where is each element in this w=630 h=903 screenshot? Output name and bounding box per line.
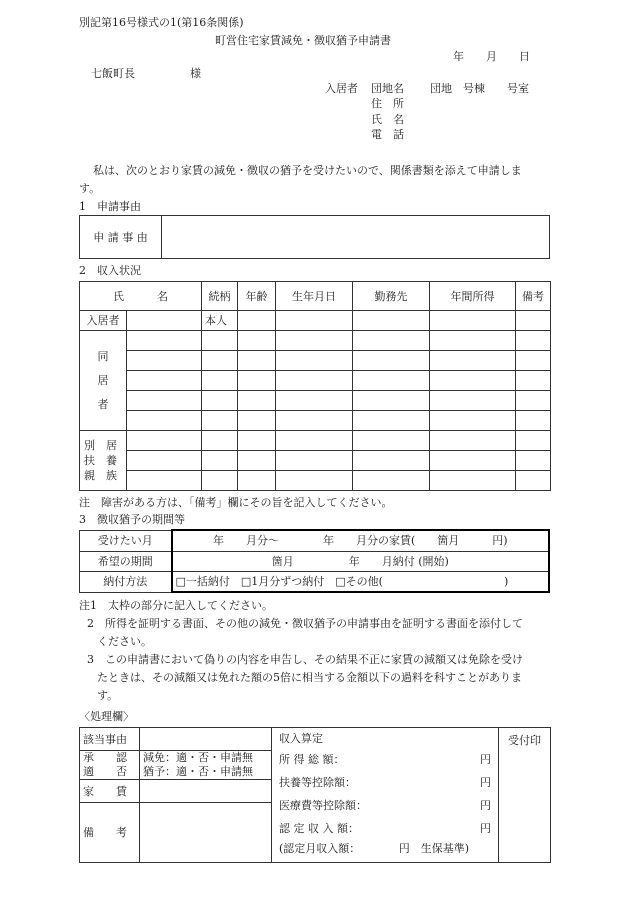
calc-unit: 円 — [480, 776, 491, 789]
cell[interactable] — [516, 351, 551, 371]
calc-label: 医療費等控除額： — [279, 799, 367, 812]
note-3b: たときは、その減額又は免れた額の5倍に相当する金額以下の過料を科すことがありま — [97, 671, 522, 684]
cell[interactable] — [276, 431, 353, 451]
table-row — [80, 451, 551, 471]
cell[interactable] — [276, 371, 353, 391]
label-payment-method: 納付方法 — [80, 571, 172, 592]
applicant-role-label: 入居者 — [325, 82, 358, 95]
input-payment-method[interactable]: □一括納付 □1月分ずつ納付 □その他( ) — [172, 571, 550, 592]
reason-input[interactable] — [162, 216, 550, 259]
date-line: 年 月 日 — [453, 50, 530, 63]
cohabitant-char: 同 — [97, 349, 109, 363]
col-employer: 勤務先 — [353, 282, 430, 311]
cell[interactable] — [238, 451, 276, 471]
cell-rent[interactable] — [140, 780, 272, 803]
cell[interactable] — [127, 371, 202, 391]
calc-label: 認 定 収 入 額： — [279, 822, 359, 835]
cell-relation-self: 本人 — [202, 311, 238, 331]
cell[interactable] — [127, 391, 202, 411]
processing-heading: 〈処理欄〉 — [79, 710, 134, 723]
cell[interactable] — [127, 431, 202, 451]
calc-standard: (認定月収入額： 円 生保基準) — [279, 842, 470, 855]
cell-employer[interactable] — [353, 311, 430, 331]
cell[interactable] — [516, 391, 551, 411]
income-table — [79, 281, 551, 491]
section2-heading: 2 収入状況 — [79, 264, 141, 277]
cell[interactable] — [202, 431, 238, 451]
income-calc-cell — [272, 728, 499, 863]
cell[interactable] — [276, 471, 353, 491]
cell[interactable] — [516, 371, 551, 391]
separate-line: 親 族 — [84, 469, 117, 482]
cell[interactable] — [353, 471, 430, 491]
input-desired-month[interactable]: 年 月分～ 年 月分の家賃( 箇月 円) — [172, 530, 550, 551]
table-row — [80, 331, 551, 351]
cell[interactable] — [238, 351, 276, 371]
note-2b: ください。 — [97, 635, 152, 648]
section1-heading: 1 申請事由 — [79, 200, 141, 213]
label-rent: 家 賃 — [80, 780, 140, 803]
col-age: 年齢 — [238, 282, 276, 311]
cell[interactable] — [353, 431, 430, 451]
table-row — [80, 391, 551, 411]
note-2a: 2 所得を証明する書面、その他の減免・徴収猶予の申請事由を証明する書面を添付して — [87, 617, 523, 630]
label-applicable-reason: 該当事由 — [80, 728, 140, 751]
field-label-name: 氏 名 — [371, 113, 404, 126]
cell[interactable] — [202, 331, 238, 351]
calc-unit: 円 — [480, 822, 491, 835]
cell[interactable] — [202, 351, 238, 371]
note-3a: 3 この申請書において偽りの内容を申告し、その結果不正に家賃の減額又は免除を受け — [87, 653, 523, 666]
calc-row — [279, 794, 491, 817]
cell[interactable] — [202, 371, 238, 391]
row-label-resident: 入居者 — [80, 311, 127, 331]
col-birthdate: 生年月日 — [276, 282, 353, 311]
label-desired-period: 希望の期間 — [80, 551, 172, 571]
cell[interactable] — [238, 431, 276, 451]
calc-heading: 収入算定 — [279, 732, 323, 745]
stamp-cell: 受付印 — [499, 728, 551, 863]
cell[interactable] — [430, 331, 516, 351]
cell[interactable] — [127, 451, 202, 471]
cell[interactable] — [430, 431, 516, 451]
cell-birthdate[interactable] — [276, 311, 353, 331]
row-label-cohabitant — [80, 331, 127, 431]
cell[interactable] — [127, 351, 202, 371]
table-row — [80, 311, 551, 331]
cell[interactable] — [276, 391, 353, 411]
col-annual-income: 年間所得 — [430, 282, 516, 311]
cell-remarks[interactable] — [516, 311, 551, 331]
cell[interactable] — [238, 391, 276, 411]
field-label-danchi: 団地名 — [371, 82, 404, 95]
cell-age[interactable] — [238, 311, 276, 331]
approval-options — [140, 751, 272, 780]
processing-table — [79, 727, 551, 863]
cell[interactable] — [202, 471, 238, 491]
col-relation: 続柄 — [202, 282, 238, 311]
label-remarks: 備 考 — [80, 803, 140, 863]
col-name: 氏 名 — [80, 282, 202, 311]
cohabitant-char: 居 — [97, 373, 109, 387]
field-value-danchi[interactable]: 団地 号棟 号室 — [430, 82, 529, 95]
form-id: 別記第16号様式の1(第16条関係) — [79, 16, 244, 29]
cell[interactable] — [127, 471, 202, 491]
approval-deferral[interactable]: 猶予：適・否・申請無 — [143, 765, 253, 778]
cell[interactable] — [430, 391, 516, 411]
cell-income[interactable] — [430, 311, 516, 331]
cell[interactable] — [430, 351, 516, 371]
cell[interactable] — [353, 371, 430, 391]
note-3c: す。 — [97, 689, 119, 702]
cell[interactable] — [238, 371, 276, 391]
cell[interactable] — [430, 471, 516, 491]
cohabitant-char: 者 — [97, 397, 109, 411]
cell[interactable] — [430, 411, 516, 431]
label-desired-month: 受けたい月 — [80, 530, 172, 551]
cell[interactable] — [516, 431, 551, 451]
cell[interactable] — [238, 471, 276, 491]
label-approval: 承 認 適 否 — [80, 751, 140, 780]
calc-row — [279, 748, 491, 771]
disability-note: 注 障害がある方は、「備考」欄にその旨を記入してください。 — [79, 496, 393, 509]
reason-table — [79, 215, 550, 259]
approval-reduction[interactable]: 減免：適・否・申請無 — [143, 751, 253, 764]
intro-line-2: す。 — [79, 182, 101, 195]
cell[interactable] — [127, 411, 202, 431]
section3-heading: 3 徴収猶予の期間等 — [79, 513, 185, 526]
cell[interactable] — [276, 451, 353, 471]
cell[interactable] — [516, 411, 551, 431]
addressee: 七飯町長 様 — [91, 67, 201, 80]
calc-label: 所 得 総 額： — [279, 753, 345, 766]
reason-label: 申 請 事 由 — [80, 216, 162, 259]
table-row — [80, 551, 550, 571]
table-row — [80, 431, 551, 451]
table-row — [80, 530, 550, 551]
table-row — [80, 371, 551, 391]
separate-line: 扶 養 — [84, 454, 117, 467]
intro-line-1: 私は、次のとおり家賃の減免・徴収の猶予を受けたいので、関係書類を添えて申請しま — [93, 164, 522, 177]
col-remarks: 備考 — [516, 282, 551, 311]
calc-label: 扶養等控除額： — [279, 776, 356, 789]
calc-unit: 円 — [480, 753, 491, 766]
cell-remarks[interactable] — [140, 803, 272, 863]
calc-unit: 円 — [480, 799, 491, 812]
cell[interactable] — [516, 451, 551, 471]
income-header-row — [80, 282, 551, 311]
cell[interactable] — [516, 471, 551, 491]
cell[interactable] — [353, 391, 430, 411]
cell[interactable] — [276, 331, 353, 351]
table-row — [80, 471, 551, 491]
calc-row — [279, 817, 491, 840]
table-row — [80, 351, 551, 371]
cell[interactable] — [238, 331, 276, 351]
row-label-separate — [80, 431, 127, 491]
cell[interactable] — [276, 351, 353, 371]
cell-name[interactable] — [127, 311, 202, 331]
table-row — [80, 411, 551, 431]
input-desired-period[interactable]: 箇月 年 月納付 (開始) — [172, 551, 550, 571]
cell[interactable] — [202, 391, 238, 411]
cell[interactable] — [516, 331, 551, 351]
deferral-table — [79, 529, 550, 593]
cell[interactable] — [430, 451, 516, 471]
cell[interactable] — [353, 451, 430, 471]
table-row — [80, 571, 550, 592]
separate-line: 別 居 — [84, 439, 117, 452]
field-label-address: 住 所 — [371, 97, 404, 110]
cell[interactable] — [202, 411, 238, 431]
calc-row — [279, 771, 491, 794]
cell[interactable] — [276, 411, 353, 431]
cell[interactable] — [353, 411, 430, 431]
cell[interactable] — [353, 331, 430, 351]
form-title: 町営住宅家賃減免・徴収猶予申請書 — [215, 34, 391, 47]
cell[interactable] — [127, 331, 202, 351]
cell[interactable] — [353, 351, 430, 371]
cell[interactable] — [202, 451, 238, 471]
field-label-phone: 電 話 — [371, 128, 404, 141]
cell[interactable] — [430, 371, 516, 391]
cell[interactable] — [238, 411, 276, 431]
cell-applicable-reason[interactable] — [140, 728, 272, 751]
note-1: 注1 太枠の部分に記入してください。 — [79, 599, 273, 612]
